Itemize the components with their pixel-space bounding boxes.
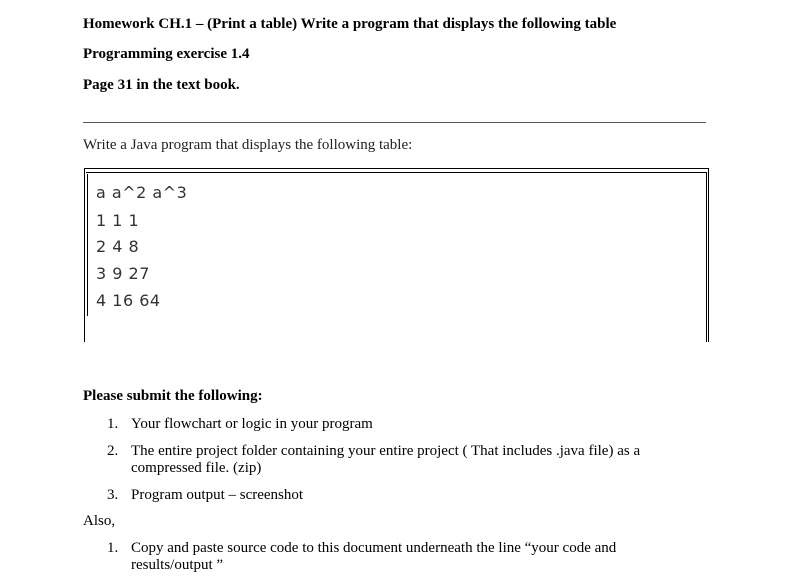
table-row: 4 16 64 <box>96 291 161 310</box>
frame-top-inner-border <box>86 172 707 173</box>
list-number: 1. <box>107 416 119 432</box>
frame-inner-left-border <box>87 174 88 316</box>
submit-item-screenshot: Program output – screenshot <box>131 487 304 503</box>
table-row: 2 4 8 <box>96 237 140 256</box>
page-reference: Page 31 in the text book. <box>83 77 240 93</box>
also-label: Also, <box>83 513 116 529</box>
submit-item-project-folder: The entire project folder containing your entire project ( That includes .java file) as a <box>131 443 641 459</box>
frame-right-inner-border <box>706 172 707 342</box>
submit-item-flowchart: Your flowchart or logic in your program <box>131 416 373 432</box>
horizontal-rule <box>83 122 706 123</box>
table-header-row: a a^2 a^3 <box>96 183 188 202</box>
homework-title: Homework CH.1 – (Print a table) Write a program that displays the following table <box>83 16 617 32</box>
table-row: 1 1 1 <box>96 211 140 230</box>
submit-item-project-folder-cont: compressed file. (zip) <box>131 460 262 476</box>
frame-right-border <box>708 168 709 342</box>
exercise-label: Programming exercise 1.4 <box>83 46 250 62</box>
also-item-source-code: Copy and paste source code to this document underneath the line “your code and <box>131 540 617 556</box>
list-number: 3. <box>107 487 119 503</box>
submit-heading: Please submit the following: <box>83 388 263 404</box>
frame-top-border <box>84 168 709 169</box>
table-row: 3 9 27 <box>96 264 150 283</box>
frame-left-border <box>84 168 85 342</box>
list-number: 2. <box>107 443 119 459</box>
list-number: 1. <box>107 540 119 556</box>
exercise-instruction: Write a Java program that displays the following table: <box>83 137 413 153</box>
also-item-source-code-cont: results/output ” <box>131 557 224 573</box>
